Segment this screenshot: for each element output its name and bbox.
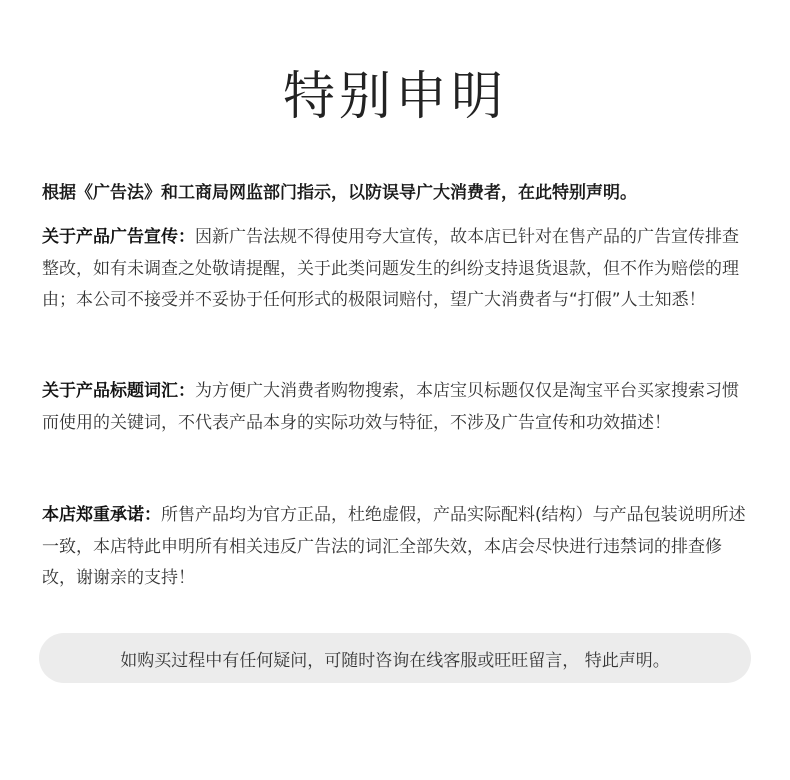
notice-text: 如购买过程中有任何疑问，可随时咨询在线客服或旺旺留言， 特此声明。 [120,650,670,671]
section-heading: 关于产品广告宣传： [42,227,195,247]
section-body: 所售产品均为官方正品，杜绝虚假，产品实际配料(结构）与产品包装说明所述一致，本店特此申明所有相关违反广告法的词汇全部失效，本店会尽快进行违禁词的排查修改，谢谢亲的支持！ [42,505,746,588]
section-store-promise [42,500,750,595]
section-body: 为方便广大消费者购物搜索，本店宝贝标题仅仅是淘宝平台买家搜索习惯而使用的关键词，不代表产品本身的实际功效与特征，不涉及广告宣传和功效描述！ [42,381,739,433]
section-body: 因新广告法规不得使用夸大宣传，故本店已针对在售产品的广告宣传排查整改，如有未调查之处敬请提醒，关于此类问题发生的纠纷支持退货退款，但不作为赔偿的理由；本公司不接受并不妥协于任何形式的极限词赔付，望广大消费者与“打假”人士知悉！ [42,227,739,310]
intro-statement: 根据《广告法》和工商局网监部门指示，以防误导广大消费者，在此特别声明。 [42,183,637,203]
notice-banner [39,633,751,683]
section-title-keywords [42,376,750,439]
section-heading: 关于产品标题词汇： [42,381,195,401]
section-heading: 本店郑重承诺： [42,505,161,525]
page-title: 特别申明 [282,67,507,127]
section-ad-promotion [42,222,750,317]
